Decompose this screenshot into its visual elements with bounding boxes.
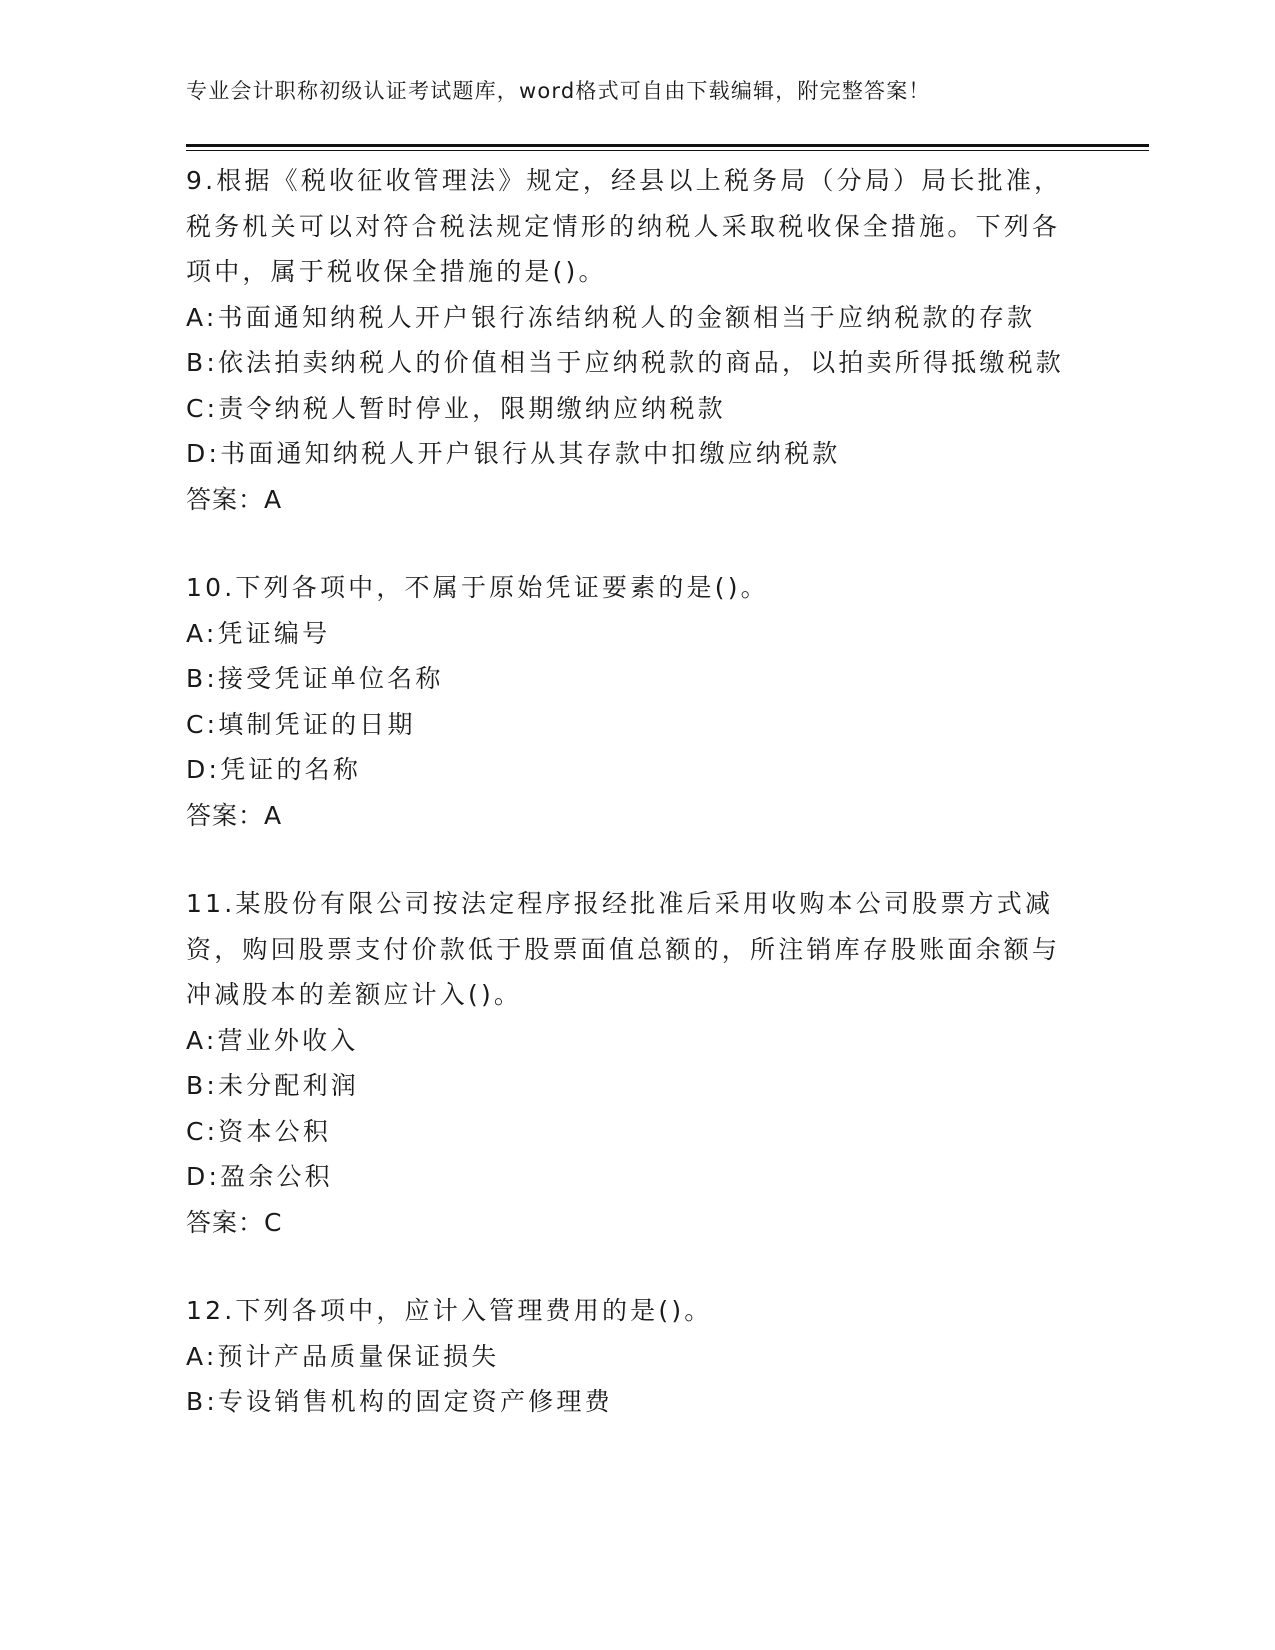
option-d: D:盈余公积 (186, 1162, 333, 1191)
question-item (186, 565, 1076, 838)
option-a: A:凭证编号 (186, 618, 331, 648)
option-c: C:责令纳税人暂时停业，限期缴纳应纳税款 (186, 393, 726, 423)
option-c: C:填制凭证的日期 (186, 709, 416, 739)
option-a: A:预计产品质量保证损失 (186, 1341, 500, 1371)
option-d: D:书面通知纳税人开户银行从其存款中扣缴应纳税款 (186, 439, 841, 468)
answer-label: 答案：A (186, 800, 283, 830)
option-b: B:接受凭证单位名称 (186, 664, 444, 693)
question-stem: 10.下列各项中，不属于原始凭证要素的是()。 (186, 573, 769, 602)
option-b: B:未分配利润 (186, 1071, 359, 1100)
question-stem: 9.根据《税收征收管理法》规定，经县以上税务局（分局）局长批准，税务机关可以对符合税法规定情形的纳税人采取税收保全措施。下列各项中，属于税收保全措施的是()。 (186, 166, 1063, 286)
question-item (186, 1288, 1076, 1425)
question-list (186, 158, 1076, 1468)
option-d: D:凭证的名称 (186, 755, 362, 784)
header-divider (186, 144, 1149, 147)
option-b: B:依法拍卖纳税人的价值相当于应纳税款的商品，以拍卖所得抵缴税款 (186, 348, 1064, 377)
option-a: A:营业外收入 (186, 1025, 359, 1055)
option-a: A:书面通知纳税人开户银行冻结纳税人的金额相当于应纳税款的存款 (186, 302, 1036, 332)
option-b: B:专设销售机构的固定资产修理费 (186, 1387, 613, 1416)
question-stem: 11.某股份有限公司按法定程序报经批准后采用收购本公司股票方式减资，购回股票支付价款低于股票面值总额的，所注销库存股账面余额与冲减股本的差额应计入()。 (186, 889, 1061, 1009)
question-stem: 12.下列各项中，应计入管理费用的是()。 (186, 1296, 713, 1325)
page-header: 专业会计职称初级认证考试题库，word格式可自由下载编辑，附完整答案！ (186, 79, 931, 103)
question-item (186, 881, 1076, 1245)
option-c: C:资本公积 (186, 1116, 332, 1146)
answer-label: 答案：C (186, 1207, 283, 1237)
answer-label: 答案：A (186, 484, 283, 514)
question-item (186, 158, 1076, 522)
header-divider-thin (186, 150, 1149, 151)
